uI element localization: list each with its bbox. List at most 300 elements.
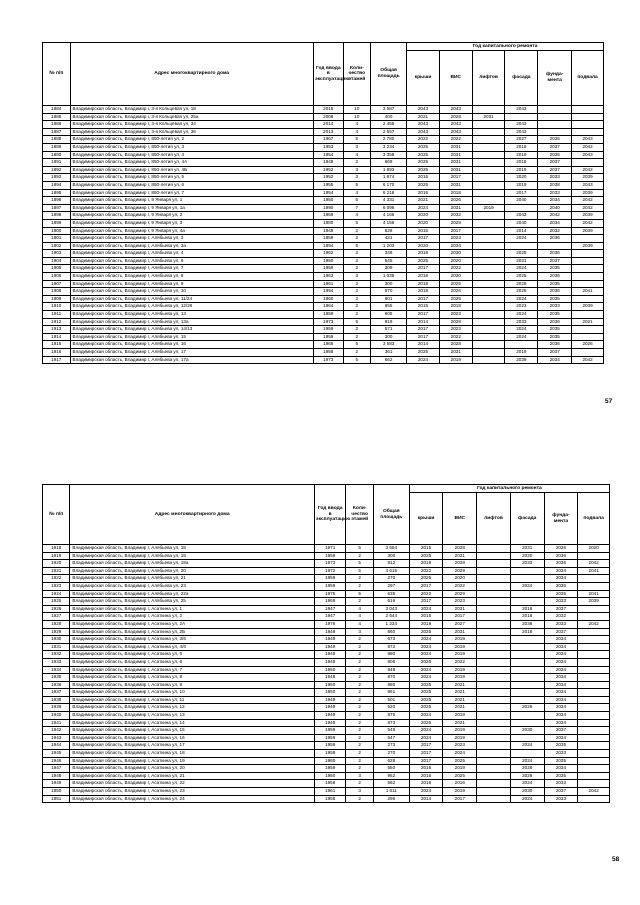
cell-address: Владимирская область, Владимир г, Алябьева ул, 23: [70, 582, 314, 590]
cell-lift: [477, 666, 511, 674]
cell-facade: 2018: [510, 605, 544, 613]
col-header-basement: подвала: [578, 493, 610, 545]
cell-vis: 2019: [443, 651, 477, 659]
table-row: [43, 219, 604, 227]
cell-year: 1949: [314, 712, 346, 720]
table-row: [43, 250, 604, 258]
cell-address: Владимирская область, Владимир г, 3-я Кольцевая ул, 25а: [70, 113, 313, 121]
cell-year: 1994: [313, 242, 343, 250]
cell-floors: 2: [346, 582, 373, 590]
cell-vis: 2043: [439, 128, 472, 136]
cell-num: 1906: [43, 273, 71, 281]
table-row: [43, 326, 604, 334]
cell-num: 1885: [43, 113, 71, 121]
cell-facade: 2024: [505, 295, 538, 303]
cell-lift: [477, 772, 511, 780]
cell-area: 1 893: [371, 166, 407, 174]
cell-basement: 2021: [572, 318, 604, 326]
cell-address: Владимирская область, Владимир г, Алябьева ул, 9: [70, 280, 313, 288]
cell-foundation: 2035: [538, 295, 572, 303]
cell-year: 1966: [313, 341, 343, 349]
cell-floors: 2: [346, 734, 373, 742]
table-row: [43, 227, 604, 235]
cell-area: 880: [373, 681, 409, 689]
cell-num: 1924: [43, 590, 70, 598]
cell-roof: 2016: [409, 780, 443, 788]
cell-basement: [572, 326, 604, 334]
cell-year: 1947: [314, 613, 346, 621]
cell-floors: 2: [346, 742, 373, 750]
cell-num: 1917: [43, 356, 71, 364]
cell-facade: 2019: [505, 181, 538, 189]
cell-floors: 4: [343, 189, 371, 197]
cell-num: 1947: [43, 765, 70, 773]
table-row: [43, 356, 604, 364]
cell-foundation: 2037: [544, 727, 578, 735]
cell-area: 952: [373, 772, 409, 780]
cell-num: 1909: [43, 295, 71, 303]
table-row: [43, 143, 604, 151]
cell-basement: 2039: [572, 303, 604, 311]
cell-vis: 2019: [443, 666, 477, 674]
cell-area: 6 216: [371, 189, 407, 197]
cell-facade: 2018: [505, 159, 538, 167]
table-row: [43, 121, 604, 129]
cell-basement: [578, 674, 610, 682]
col-header-facade: фасада: [505, 51, 538, 106]
col-header-facade: фасада: [510, 493, 544, 545]
cell-num: 1928: [43, 620, 70, 628]
cell-vis: 2019: [443, 765, 477, 773]
cell-num: 1903: [43, 250, 71, 258]
cell-basement: [578, 742, 610, 750]
cell-address: Владимирская область, Владимир г, Алябьева ул, 3: [70, 235, 313, 243]
cell-vis: 2031: [439, 151, 472, 159]
cell-facade: 2018: [510, 613, 544, 621]
cell-floors: 2: [346, 712, 373, 720]
cell-basement: [572, 121, 604, 129]
cell-year: 1959: [314, 575, 346, 583]
cell-basement: 2042: [572, 204, 604, 212]
cell-facade: 2025: [505, 273, 538, 281]
cell-basement: [572, 128, 604, 136]
cell-basement: [578, 765, 610, 773]
cell-num: 1941: [43, 719, 70, 727]
cell-facade: 2043: [505, 106, 538, 114]
cell-year: 1949: [313, 159, 343, 167]
cell-lift: [477, 613, 511, 621]
cell-facade: 2020: [510, 552, 544, 560]
cell-vis: 2019: [443, 734, 477, 742]
cell-area: 270: [373, 575, 409, 583]
cell-vis: 2025: [443, 772, 477, 780]
cell-year: 1972: [314, 567, 346, 575]
cell-facade: 2026: [510, 704, 544, 712]
cell-basement: [572, 250, 604, 258]
cell-roof: 2043: [407, 106, 440, 114]
cell-lift: [477, 681, 511, 689]
table-row: [43, 681, 610, 689]
cell-basement: [578, 719, 610, 727]
cell-area: 912: [373, 560, 409, 568]
cell-facade: [510, 636, 544, 644]
cell-floors: 4: [343, 151, 371, 159]
cell-floors: 2: [343, 295, 371, 303]
cell-floors: 5: [346, 560, 373, 568]
cell-basement: 2039: [572, 189, 604, 197]
cell-floors: 5: [343, 136, 371, 144]
cell-lift: [477, 560, 511, 568]
cell-address: Владимирская область, Владимир г, Алябьева ул, 20: [70, 567, 314, 575]
cell-basement: 2042: [572, 197, 604, 205]
cell-floors: 3: [343, 166, 371, 174]
col-header-num: № п/п: [43, 43, 71, 106]
cell-foundation: 2036: [538, 288, 572, 296]
cell-year: 1959: [313, 235, 343, 243]
table-row: [43, 582, 610, 590]
cell-lift: [477, 788, 511, 796]
cell-num: 1888: [43, 136, 71, 144]
cell-foundation: 2033: [544, 795, 578, 803]
cell-roof: 2024: [407, 204, 440, 212]
cell-roof: 2022: [409, 567, 443, 575]
cell-lift: [477, 689, 511, 697]
cell-foundation: 2035: [544, 772, 578, 780]
cell-floors: 3: [346, 628, 373, 636]
cell-facade: 2026: [510, 772, 544, 780]
cell-address: Владимирская область, Владимир г, Алябьева ул, 17: [70, 349, 313, 357]
table-row: [43, 181, 604, 189]
table-row: [43, 189, 604, 197]
cell-num: 1929: [43, 628, 70, 636]
cell-foundation: 2035: [544, 590, 578, 598]
cell-year: 1962: [313, 250, 343, 258]
cell-basement: 2043: [572, 151, 604, 159]
cell-year: 1961: [314, 788, 346, 796]
cell-floors: 2: [346, 689, 373, 697]
cell-address: Владимирская область, Владимир г, Алябьева ул, 19а: [70, 560, 314, 568]
cell-address: Владимирская область, Владимир г, Алябьева ул, 13: [70, 311, 313, 319]
cell-basement: [578, 704, 610, 712]
cell-area: 545: [371, 257, 407, 265]
cell-year: 1975: [314, 590, 346, 598]
cell-num: 1934: [43, 666, 70, 674]
cell-lift: [472, 189, 505, 197]
cell-lift: [477, 590, 511, 598]
col-header-foundation: фунда-мента: [538, 51, 572, 106]
table-row: [43, 788, 610, 796]
cell-num: 1921: [43, 567, 70, 575]
cell-roof: 2025: [407, 257, 440, 265]
cell-address: Владимирская область, Владимир г, Асаткина ул, 2Б: [70, 628, 314, 636]
cell-basement: [572, 280, 604, 288]
cell-year: 1963: [313, 273, 343, 281]
cell-floors: 2: [343, 326, 371, 334]
cell-facade: 2031: [505, 257, 538, 265]
cell-num: 1926: [43, 605, 70, 613]
cell-year: 1959: [313, 333, 343, 341]
cell-roof: 2014: [407, 341, 440, 349]
cell-foundation: 2032: [544, 613, 578, 621]
cell-roof: 2024: [409, 666, 443, 674]
cell-foundation: 2036: [544, 552, 578, 560]
cell-roof: 2014: [407, 318, 440, 326]
col-header-address: Адрес многоквартирного дома: [70, 485, 314, 545]
cell-year: 1960: [314, 757, 346, 765]
cell-lift: 2031: [472, 113, 505, 121]
cell-num: 1900: [43, 227, 71, 235]
cell-roof: 2024: [409, 605, 443, 613]
cell-area: 300: [373, 552, 409, 560]
cell-basement: [572, 159, 604, 167]
cell-facade: 2024: [505, 326, 538, 334]
cell-lift: [477, 742, 511, 750]
cell-num: 1898: [43, 212, 71, 220]
cell-basement: 2042: [578, 788, 610, 796]
cell-floors: 2: [346, 666, 373, 674]
cell-year: 1949: [314, 636, 346, 644]
cell-facade: 2024: [510, 582, 544, 590]
cell-roof: 2015: [409, 613, 443, 621]
col-header-year: Год ввода в эксплуатацию: [313, 43, 343, 106]
cell-num: 1894: [43, 181, 71, 189]
cell-year: 1958: [313, 349, 343, 357]
cell-area: 4 331: [371, 197, 407, 205]
cell-basement: [578, 666, 610, 674]
cell-foundation: 2035: [538, 265, 572, 273]
cell-basement: 2042: [572, 166, 604, 174]
cell-vis: 2018: [439, 189, 472, 197]
cell-num: 1896: [43, 197, 71, 205]
cell-facade: [510, 598, 544, 606]
table-row: [43, 795, 610, 803]
cell-basement: [578, 712, 610, 720]
table-row: [43, 318, 604, 326]
cell-area: 2 780: [371, 136, 407, 144]
cell-num: 1933: [43, 658, 70, 666]
cell-vis: 2017: [443, 795, 477, 803]
cell-vis: 2020: [443, 575, 477, 583]
cell-foundation: 2033: [538, 174, 572, 182]
cell-vis: 2022: [439, 265, 472, 273]
cell-address: Владимирская область, Владимир г, Алябьева ул, 7: [70, 265, 313, 273]
col-header-repair-group: Год капитального ремонта: [409, 485, 609, 493]
cell-num: 1940: [43, 712, 70, 720]
cell-area: 1 234: [373, 620, 409, 628]
cell-floors: 5: [343, 318, 371, 326]
cell-area: 3 358: [371, 151, 407, 159]
table-row: [43, 598, 610, 606]
cell-basement: [572, 113, 604, 121]
col-header-foundation: фунда-мента: [544, 493, 578, 545]
cell-lift: [472, 265, 505, 273]
cell-basement: 2042: [578, 560, 610, 568]
cell-address: Владимирская область, Владимир г, Алябьева ул, 17а: [70, 356, 313, 364]
table-row: [43, 265, 604, 273]
cell-basement: [578, 734, 610, 742]
cell-area: 571: [371, 326, 407, 334]
cell-basement: [572, 295, 604, 303]
cell-foundation: 2038: [538, 181, 572, 189]
cell-num: 1950: [43, 788, 70, 796]
cell-vis: 2030: [439, 273, 472, 281]
table-body-page-57: [43, 106, 604, 364]
cell-num: 1938: [43, 696, 70, 704]
cell-vis: 2019: [443, 636, 477, 644]
cell-roof: 2024: [409, 636, 443, 644]
cell-num: 1936: [43, 681, 70, 689]
cell-facade: 2043: [505, 128, 538, 136]
cell-foundation: 2034: [544, 689, 578, 697]
cell-lift: [472, 318, 505, 326]
cell-area: 520: [373, 704, 409, 712]
cell-facade: 2027: [505, 136, 538, 144]
cell-facade: [510, 575, 544, 583]
cell-lift: 2019: [472, 204, 505, 212]
cell-address: Владимирская область, Владимир г, Асаткина ул, 17: [70, 742, 314, 750]
cell-lift: [472, 257, 505, 265]
cell-address: Владимирская область, Владимир г, Асаткина ул, 2: [70, 613, 314, 621]
cell-year: 1950: [313, 197, 343, 205]
cell-vis: 2023: [443, 742, 477, 750]
cell-basement: 2042: [572, 143, 604, 151]
cell-basement: 2042: [578, 620, 610, 628]
cell-lift: [472, 311, 505, 319]
cell-floors: 5: [343, 181, 371, 189]
table-row: [43, 128, 604, 136]
cell-area: 2 644: [373, 613, 409, 621]
cell-vis: 2016: [443, 780, 477, 788]
cell-roof: 2024: [409, 788, 443, 796]
cell-floors: 2: [346, 727, 373, 735]
cell-year: 1959: [313, 311, 343, 319]
cell-foundation: 2035: [538, 280, 572, 288]
cell-address: Владимирская область, Владимир г, 9 Января ул, 3: [70, 219, 313, 227]
cell-lift: [477, 696, 511, 704]
cell-floors: 2: [346, 750, 373, 758]
cell-num: 1916: [43, 349, 71, 357]
cell-lift: [477, 545, 511, 553]
table-row: [43, 288, 604, 296]
cell-roof: 2016: [409, 772, 443, 780]
cell-basement: [578, 613, 610, 621]
cell-floors: 5: [343, 219, 371, 227]
cell-floors: 4: [346, 613, 373, 621]
cell-area: 3 234: [371, 143, 407, 151]
cell-floors: 4: [343, 128, 371, 136]
cell-lift: [472, 356, 505, 364]
cell-foundation: 2037: [538, 143, 572, 151]
cell-facade: [510, 696, 544, 704]
cell-area: 549: [373, 727, 409, 735]
cell-foundation: 2034: [544, 575, 578, 583]
cell-address: Владимирская область, Владимир г, Алябьева ул, 19: [70, 552, 314, 560]
cell-area: 300: [371, 280, 407, 288]
cell-year: 1990: [313, 204, 343, 212]
cell-vis: 2022: [439, 333, 472, 341]
cell-address: Владимирская область, Владимир г, Алябьева ул, 22а: [70, 590, 314, 598]
cell-foundation: 2036: [538, 341, 572, 349]
cell-lift: [472, 106, 505, 114]
cell-year: 2015: [313, 106, 343, 114]
cell-vis: 2031: [443, 628, 477, 636]
cell-num: 1908: [43, 288, 71, 296]
table-row: [43, 311, 604, 319]
table-row: [43, 719, 610, 727]
cell-roof: 2025: [409, 681, 443, 689]
cell-lift: [472, 121, 505, 129]
cell-area: 669: [371, 159, 407, 167]
cell-facade: 2014: [505, 227, 538, 235]
cell-lift: [477, 734, 511, 742]
cell-facade: 2019: [505, 151, 538, 159]
cell-area: 872: [373, 643, 409, 651]
cell-basement: [572, 273, 604, 281]
cell-vis: 2026: [439, 288, 472, 296]
cell-area: 662: [371, 356, 407, 364]
cell-lift: [477, 605, 511, 613]
cell-year: 1960: [314, 772, 346, 780]
cell-area: 400: [371, 113, 407, 121]
cell-lift: [472, 159, 505, 167]
table-row: [43, 349, 604, 357]
table-row: [43, 159, 604, 167]
cell-floors: 10: [343, 106, 371, 114]
cell-facade: [510, 666, 544, 674]
table-row: [43, 742, 610, 750]
cell-facade: 2024: [505, 265, 538, 273]
cell-floors: 2: [346, 704, 373, 712]
cell-floors: 2: [343, 235, 371, 243]
cell-floors: 2: [343, 333, 371, 341]
cell-floors: 2: [343, 250, 371, 258]
table-row: [43, 235, 604, 243]
table-row: [43, 765, 610, 773]
cell-roof: 2021: [407, 197, 440, 205]
col-header-roof: крыши: [409, 493, 443, 545]
cell-basement: [578, 772, 610, 780]
cell-facade: 2018: [505, 143, 538, 151]
table-row: [43, 757, 610, 765]
cell-year: 1959: [314, 765, 346, 773]
cell-vis: 2022: [443, 658, 477, 666]
cell-year: 1952: [313, 174, 343, 182]
cell-foundation: 2034: [538, 219, 572, 227]
cell-lift: [477, 757, 511, 765]
cell-lift: [477, 575, 511, 583]
cell-num: 1930: [43, 636, 70, 644]
cell-area: 1 203: [371, 242, 407, 250]
cell-area: 970: [371, 288, 407, 296]
cell-year: 1949: [314, 643, 346, 651]
cell-num: 1937: [43, 689, 70, 697]
table-row: [43, 106, 604, 114]
cell-lift: [477, 582, 511, 590]
cell-area: 300: [371, 333, 407, 341]
cell-foundation: 2034: [544, 681, 578, 689]
cell-area: 501: [373, 696, 409, 704]
cell-area: 1 035: [371, 273, 407, 281]
cell-roof: 2022: [407, 136, 440, 144]
cell-roof: 2017: [409, 582, 443, 590]
cell-roof: 2020: [407, 219, 440, 227]
cell-roof: 2017: [407, 295, 440, 303]
cell-basement: [572, 106, 604, 114]
cell-year: 1959: [314, 552, 346, 560]
cell-facade: [510, 734, 544, 742]
cell-roof: 2018: [407, 250, 440, 258]
cell-facade: [510, 712, 544, 720]
